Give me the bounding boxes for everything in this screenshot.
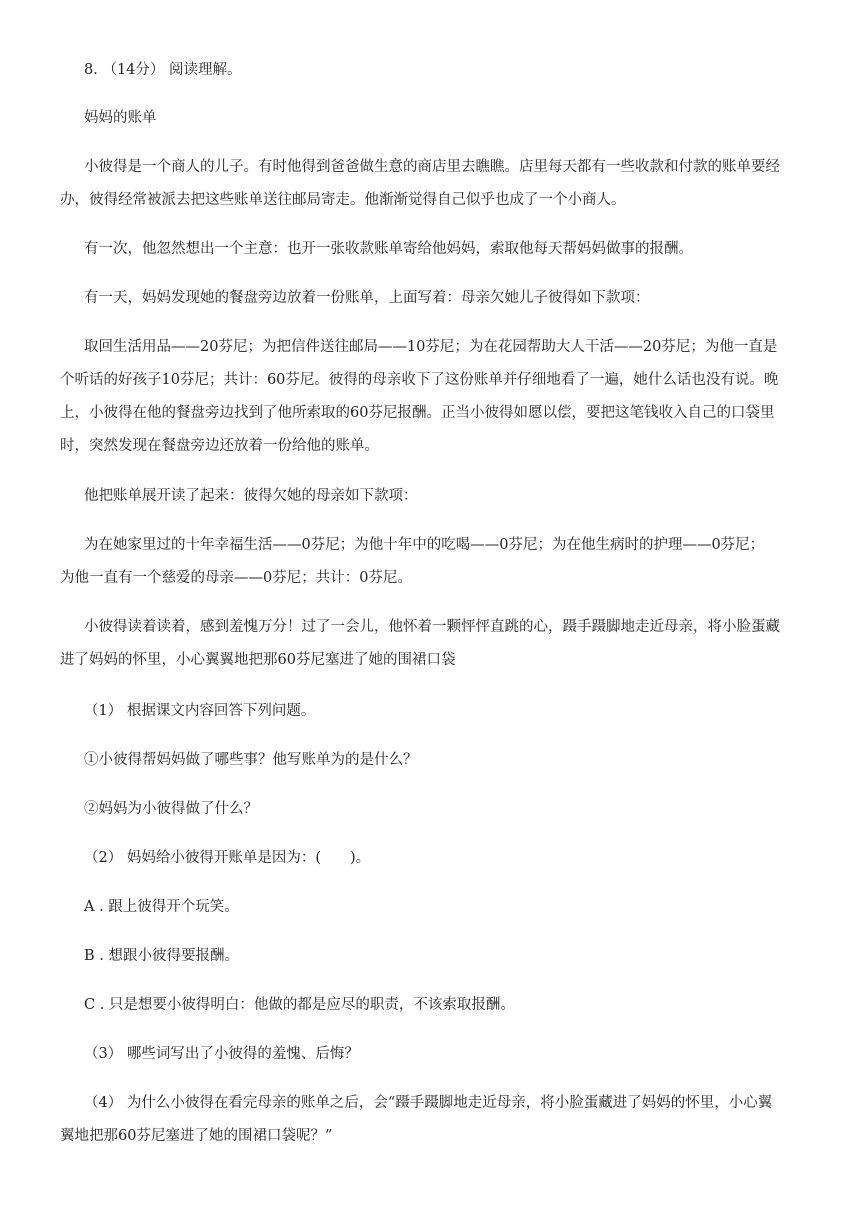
paragraph-4-line-3: 上，小彼得在他的餐盘旁边找到了他所索取的60芬尼报酬。正当小彼得如愿以偿，要把这笔钱收入自己的口袋里 xyxy=(60,405,775,421)
paragraph-4-line-2: 个听话的好孩子10芬尼；共计：60芬尼。彼得的母亲收下了这份账单并仔细地看了一遍，她什么话也没有说。晚 xyxy=(60,372,779,388)
question-4-line-2: 翼地把那60芬尼塞进了她的围裙口袋呢？” xyxy=(60,1128,333,1144)
question-header: 8. （14分） 阅读理解。 xyxy=(84,62,242,78)
paragraph-1-line-1: 小彼得是一个商人的儿子。有时他得到爸爸做生意的商店里去瞧瞧。店里每天都有一些收款和付款的账单要经 xyxy=(84,159,780,175)
paragraph-6-line-1: 为在她家里过的十年幸福生活——0芬尼；为他十年中的吃喝——0芬尼；为在他生病时的护理——0芬尼； xyxy=(84,537,765,553)
paragraph-4-line-4: 时，突然发现在餐盘旁边还放着一份给他的账单。 xyxy=(60,438,379,454)
paragraph-3: 有一天，妈妈发现她的餐盘旁边放着一份账单，上面写着：母亲欠她儿子彼得如下款项： xyxy=(84,290,650,306)
paragraph-4-line-1: 取回生活用品——20芬尼；为把信件送往邮局——10芬尼；为在花园帮助大人干活——20芬尼；为他一直是 xyxy=(84,339,778,355)
paragraph-5: 他把账单展开读了起来：彼得欠她的母亲如下款项： xyxy=(84,488,418,504)
question-1-part-b: ②妈妈为小彼得做了什么？ xyxy=(84,801,258,817)
question-2-option-a: A . 跟上彼得开个玩笑。 xyxy=(84,899,239,915)
paragraph-7-line-1: 小彼得读着读着，感到羞愧万分！过了一会儿，他怀着一颗怦怦直跳的心，蹑手蹑脚地走近母亲，将小脸蛋藏 xyxy=(84,619,780,635)
paragraph-2: 有一次，他忽然想出一个主意：也开一张收款账单寄给他妈妈，索取他每天帮妈妈做事的报酬。 xyxy=(84,241,693,257)
paragraph-7-line-2: 进了妈妈的怀里，小心翼翼地把那60芬尼塞进了她的围裙口袋 xyxy=(60,652,456,668)
question-3: （3） 哪些词写出了小彼得的羞愧、后悔？ xyxy=(84,1046,359,1062)
paragraph-1-line-2: 办，彼得经常被派去把这些账单送往邮局寄走。他渐渐觉得自己似乎也成了一个小商人。 xyxy=(60,192,626,208)
paragraph-6-line-2: 为他一直有一个慈爱的母亲——0芬尼；共计：0芬尼。 xyxy=(60,570,412,586)
passage-title: 妈妈的账单 xyxy=(84,110,157,126)
question-4-line-1: （4） 为什么小彼得在看完母亲的账单之后，会“蹑手蹑脚地走近母亲，将小脸蛋藏进了妈妈的怀里，小心翼 xyxy=(84,1095,773,1111)
question-2-option-b: B . 想跟小彼得要报酬。 xyxy=(84,948,239,964)
question-2: （2） 妈妈给小彼得开账单是因为：( )。 xyxy=(84,850,371,866)
question-1: （1） 根据课文内容回答下列问题。 xyxy=(84,703,316,719)
question-2-option-c: C . 只是想要小彼得明白：他做的都是应尽的职责，不该索取报酬。 xyxy=(84,997,515,1013)
question-1-part-a: ①小彼得帮妈妈做了哪些事？他写账单为的是什么？ xyxy=(84,752,418,768)
